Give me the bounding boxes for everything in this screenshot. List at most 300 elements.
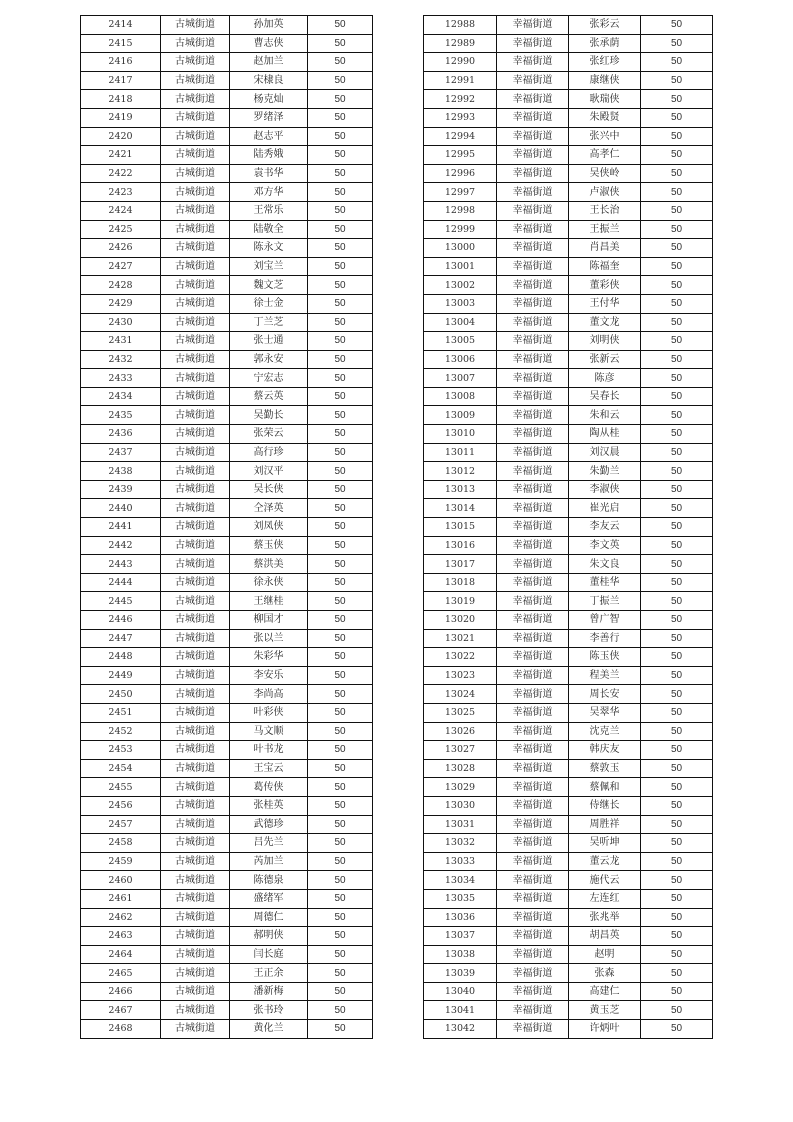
name-cell: 朱殿贤 [569,108,641,127]
serial-number-cell: 13034 [424,871,497,890]
name-cell: 黄玉芝 [569,1001,641,1020]
table-row [424,852,713,871]
serial-number-cell: 2419 [81,108,161,127]
table-row [424,964,713,983]
table-row [424,1020,713,1039]
amount-cell: 50 [308,294,373,313]
name-cell: 魏文芝 [230,276,308,295]
name-cell: 刘汉平 [230,462,308,481]
name-cell: 武德珍 [230,815,308,834]
street-cell: 古城街道 [161,852,230,871]
name-cell: 陈玉侠 [569,648,641,667]
table-row [81,871,373,890]
serial-number-cell: 12993 [424,108,497,127]
amount-cell: 50 [641,332,713,351]
serial-number-cell: 2467 [81,1001,161,1020]
table-row [81,1020,373,1039]
name-cell: 陆秀娥 [230,146,308,165]
amount-cell: 50 [641,518,713,537]
serial-number-cell: 2423 [81,183,161,202]
name-cell: 刘凤侠 [230,518,308,537]
serial-number-cell: 2417 [81,71,161,90]
amount-cell: 50 [641,871,713,890]
table-row [424,945,713,964]
amount-cell: 50 [308,852,373,871]
name-cell: 王长治 [569,201,641,220]
street-cell: 幸福街道 [497,313,569,332]
amount-cell: 50 [641,146,713,165]
serial-number-cell: 13006 [424,350,497,369]
amount-cell: 50 [641,108,713,127]
serial-number-cell: 2452 [81,722,161,741]
serial-number-cell: 2428 [81,276,161,295]
street-cell: 古城街道 [161,71,230,90]
street-cell: 古城街道 [161,257,230,276]
amount-cell: 50 [641,927,713,946]
street-cell: 古城街道 [161,220,230,239]
serial-number-cell: 13040 [424,982,497,1001]
name-cell: 张桂英 [230,796,308,815]
name-cell: 蔡敦玉 [569,759,641,778]
street-cell: 古城街道 [161,425,230,444]
name-cell: 施代云 [569,871,641,890]
name-cell: 张书玲 [230,1001,308,1020]
name-cell: 徐永侠 [230,573,308,592]
name-cell: 吴长侠 [230,480,308,499]
name-cell: 周胜祥 [569,815,641,834]
street-cell: 幸福街道 [497,1020,569,1039]
street-cell: 幸福街道 [497,1001,569,1020]
name-cell: 李尚高 [230,685,308,704]
name-cell: 吕先兰 [230,834,308,853]
amount-cell: 50 [641,629,713,648]
street-cell: 古城街道 [161,741,230,760]
serial-number-cell: 13021 [424,629,497,648]
table-row [81,332,373,351]
name-cell: 叶彩侠 [230,703,308,722]
name-cell: 韩庆友 [569,741,641,760]
amount-cell: 50 [641,889,713,908]
street-cell: 古城街道 [161,964,230,983]
amount-cell: 50 [308,387,373,406]
table-row [424,313,713,332]
table-row [424,611,713,630]
serial-number-cell: 2448 [81,648,161,667]
table-row [81,387,373,406]
table-row [424,703,713,722]
table-row [424,518,713,537]
amount-cell: 50 [641,964,713,983]
street-cell: 古城街道 [161,146,230,165]
serial-number-cell: 2434 [81,387,161,406]
table-row [81,1001,373,1020]
street-cell: 古城街道 [161,1001,230,1020]
street-cell: 古城街道 [161,908,230,927]
table-row [424,796,713,815]
serial-number-cell: 2461 [81,889,161,908]
serial-number-cell: 13042 [424,1020,497,1039]
table-row [81,71,373,90]
table-row [424,480,713,499]
street-cell: 古城街道 [161,313,230,332]
serial-number-cell: 2463 [81,927,161,946]
amount-cell: 50 [308,313,373,332]
serial-number-cell: 13035 [424,889,497,908]
table-row [81,518,373,537]
name-cell: 康继侠 [569,71,641,90]
amount-cell: 50 [308,871,373,890]
table-row [81,796,373,815]
table-row [81,741,373,760]
name-cell: 周长安 [569,685,641,704]
name-cell: 高行珍 [230,443,308,462]
name-cell: 胡昌英 [569,927,641,946]
street-cell: 古城街道 [161,592,230,611]
name-cell: 陈彦 [569,369,641,388]
street-cell: 古城街道 [161,443,230,462]
serial-number-cell: 2444 [81,573,161,592]
name-cell: 张红珍 [569,53,641,72]
amount-cell: 50 [641,406,713,425]
serial-number-cell: 2437 [81,443,161,462]
serial-number-cell: 13017 [424,555,497,574]
table-row [81,220,373,239]
amount-cell: 50 [641,685,713,704]
name-cell: 吴春长 [569,387,641,406]
name-cell: 赵志平 [230,127,308,146]
name-cell: 张新云 [569,350,641,369]
serial-number-cell: 12988 [424,16,497,35]
serial-number-cell: 2462 [81,908,161,927]
table-row [424,908,713,927]
table-row [81,257,373,276]
name-cell: 盛绪军 [230,889,308,908]
table-row [424,573,713,592]
street-cell: 幸福街道 [497,759,569,778]
table-row [424,592,713,611]
street-cell: 古城街道 [161,276,230,295]
amount-cell: 50 [308,443,373,462]
amount-cell: 50 [308,964,373,983]
serial-number-cell: 13016 [424,536,497,555]
table-row [424,834,713,853]
name-cell: 赵加兰 [230,53,308,72]
serial-number-cell: 13036 [424,908,497,927]
table-row [81,53,373,72]
serial-number-cell: 2454 [81,759,161,778]
table-row [424,108,713,127]
amount-cell: 50 [308,350,373,369]
serial-number-cell: 12997 [424,183,497,202]
name-cell: 宋棣良 [230,71,308,90]
name-cell: 崔光启 [569,499,641,518]
name-cell: 李淑侠 [569,480,641,499]
table-row [424,220,713,239]
amount-cell: 50 [308,685,373,704]
name-cell: 董文龙 [569,313,641,332]
table-row [424,443,713,462]
left-table [80,15,373,1039]
amount-cell: 50 [308,71,373,90]
serial-number-cell: 2436 [81,425,161,444]
amount-cell: 50 [308,1001,373,1020]
amount-cell: 50 [641,276,713,295]
serial-number-cell: 2451 [81,703,161,722]
table-row [81,16,373,35]
street-cell: 古城街道 [161,815,230,834]
amount-cell: 50 [308,889,373,908]
serial-number-cell: 12994 [424,127,497,146]
serial-number-cell: 2416 [81,53,161,72]
table-row [424,555,713,574]
serial-number-cell: 13020 [424,611,497,630]
street-cell: 幸福街道 [497,406,569,425]
table-row [424,90,713,109]
serial-number-cell: 2431 [81,332,161,351]
amount-cell: 50 [641,573,713,592]
serial-number-cell: 2458 [81,834,161,853]
serial-number-cell: 13003 [424,294,497,313]
name-cell: 董云龙 [569,852,641,871]
name-cell: 马文顺 [230,722,308,741]
table-row [424,201,713,220]
right-table [423,15,713,1039]
serial-number-cell: 13025 [424,703,497,722]
table-row [424,406,713,425]
table-row [424,666,713,685]
amount-cell: 50 [641,313,713,332]
street-cell: 幸福街道 [497,425,569,444]
street-cell: 幸福街道 [497,350,569,369]
amount-cell: 50 [641,1020,713,1039]
street-cell: 古城街道 [161,164,230,183]
serial-number-cell: 13001 [424,257,497,276]
amount-cell: 50 [308,536,373,555]
street-cell: 幸福街道 [497,592,569,611]
street-cell: 古城街道 [161,629,230,648]
street-cell: 古城街道 [161,778,230,797]
table-row [424,350,713,369]
amount-cell: 50 [641,220,713,239]
name-cell: 沈克兰 [569,722,641,741]
serial-number-cell: 2418 [81,90,161,109]
street-cell: 幸福街道 [497,276,569,295]
street-cell: 幸福街道 [497,369,569,388]
table-row [81,648,373,667]
name-cell: 朱勤兰 [569,462,641,481]
amount-cell: 50 [641,852,713,871]
serial-number-cell: 2426 [81,239,161,258]
amount-cell: 50 [641,480,713,499]
amount-cell: 50 [308,257,373,276]
amount-cell: 50 [641,294,713,313]
amount-cell: 50 [308,369,373,388]
street-cell: 古城街道 [161,239,230,258]
serial-number-cell: 12999 [424,220,497,239]
table-row [81,90,373,109]
table-row [81,555,373,574]
street-cell: 幸福街道 [497,201,569,220]
table-row [424,369,713,388]
name-cell: 曹志侠 [230,34,308,53]
street-cell: 幸福街道 [497,982,569,1001]
serial-number-cell: 13015 [424,518,497,537]
street-cell: 幸福街道 [497,536,569,555]
street-cell: 古城街道 [161,703,230,722]
table-row [81,34,373,53]
serial-number-cell: 2433 [81,369,161,388]
name-cell: 孙加英 [230,16,308,35]
table-row [424,927,713,946]
table-row [424,648,713,667]
name-cell: 周德仁 [230,908,308,927]
amount-cell: 50 [641,1001,713,1020]
serial-number-cell: 13002 [424,276,497,295]
table-row [81,462,373,481]
table-row [424,1001,713,1020]
amount-cell: 50 [641,611,713,630]
amount-cell: 50 [641,34,713,53]
street-cell: 古城街道 [161,499,230,518]
serial-number-cell: 2425 [81,220,161,239]
amount-cell: 50 [308,16,373,35]
name-cell: 陈福奎 [569,257,641,276]
street-cell: 幸福街道 [497,927,569,946]
amount-cell: 50 [308,518,373,537]
street-cell: 幸福街道 [497,294,569,313]
name-cell: 肖昌美 [569,239,641,258]
table-row [424,982,713,1001]
table-row [424,276,713,295]
table-row [424,146,713,165]
name-cell: 吴翠华 [569,703,641,722]
table-row [81,536,373,555]
street-cell: 古城街道 [161,108,230,127]
street-cell: 古城街道 [161,34,230,53]
serial-number-cell: 2415 [81,34,161,53]
street-cell: 幸福街道 [497,871,569,890]
name-cell: 蔡佩和 [569,778,641,797]
name-cell: 董桂华 [569,573,641,592]
serial-number-cell: 13010 [424,425,497,444]
street-cell: 幸福街道 [497,443,569,462]
amount-cell: 50 [641,53,713,72]
right-table-body [424,16,713,1039]
street-cell: 幸福街道 [497,518,569,537]
name-cell: 王正余 [230,964,308,983]
amount-cell: 50 [308,778,373,797]
name-cell: 朱彩华 [230,648,308,667]
name-cell: 李安乐 [230,666,308,685]
table-row [81,108,373,127]
street-cell: 幸福街道 [497,90,569,109]
name-cell: 张彩云 [569,16,641,35]
table-row [424,741,713,760]
name-cell: 朱文良 [569,555,641,574]
table-row [424,71,713,90]
amount-cell: 50 [641,201,713,220]
amount-cell: 50 [641,127,713,146]
serial-number-cell: 13018 [424,573,497,592]
street-cell: 古城街道 [161,387,230,406]
street-cell: 古城街道 [161,480,230,499]
name-cell: 吴勤长 [230,406,308,425]
serial-number-cell: 2455 [81,778,161,797]
table-row [81,629,373,648]
serial-number-cell: 13023 [424,666,497,685]
name-cell: 王常乐 [230,201,308,220]
street-cell: 古城街道 [161,127,230,146]
amount-cell: 50 [641,499,713,518]
name-cell: 黄化兰 [230,1020,308,1039]
amount-cell: 50 [308,201,373,220]
serial-number-cell: 13031 [424,815,497,834]
table-row [81,666,373,685]
table-row [81,239,373,258]
name-cell: 张以兰 [230,629,308,648]
street-cell: 幸福街道 [497,332,569,351]
serial-number-cell: 2464 [81,945,161,964]
amount-cell: 50 [308,982,373,1001]
table-row [81,499,373,518]
table-row [424,815,713,834]
name-cell: 蔡洪美 [230,555,308,574]
serial-number-cell: 12998 [424,201,497,220]
serial-number-cell: 13027 [424,741,497,760]
amount-cell: 50 [641,778,713,797]
amount-cell: 50 [308,332,373,351]
table-row [81,611,373,630]
street-cell: 幸福街道 [497,164,569,183]
amount-cell: 50 [641,722,713,741]
name-cell: 丁兰芝 [230,313,308,332]
amount-cell: 50 [308,648,373,667]
table-row [81,350,373,369]
name-cell: 李文英 [569,536,641,555]
table-row [81,406,373,425]
name-cell: 高建仁 [569,982,641,1001]
table-row [81,313,373,332]
name-cell: 陆敬全 [230,220,308,239]
amount-cell: 50 [308,462,373,481]
serial-number-cell: 13012 [424,462,497,481]
table-row [81,964,373,983]
street-cell: 古城街道 [161,871,230,890]
name-cell: 仝泽英 [230,499,308,518]
serial-number-cell: 12990 [424,53,497,72]
amount-cell: 50 [308,722,373,741]
name-cell: 朱和云 [569,406,641,425]
table-row [81,778,373,797]
serial-number-cell: 12989 [424,34,497,53]
serial-number-cell: 13013 [424,480,497,499]
serial-number-cell: 2427 [81,257,161,276]
serial-number-cell: 2435 [81,406,161,425]
amount-cell: 50 [641,815,713,834]
serial-number-cell: 2429 [81,294,161,313]
serial-number-cell: 13011 [424,443,497,462]
street-cell: 幸福街道 [497,815,569,834]
amount-cell: 50 [308,164,373,183]
table-row [81,480,373,499]
serial-number-cell: 2421 [81,146,161,165]
table-row [81,834,373,853]
amount-cell: 50 [641,425,713,444]
serial-number-cell: 2449 [81,666,161,685]
table-row [424,332,713,351]
name-cell: 刘明侠 [569,332,641,351]
amount-cell: 50 [308,927,373,946]
